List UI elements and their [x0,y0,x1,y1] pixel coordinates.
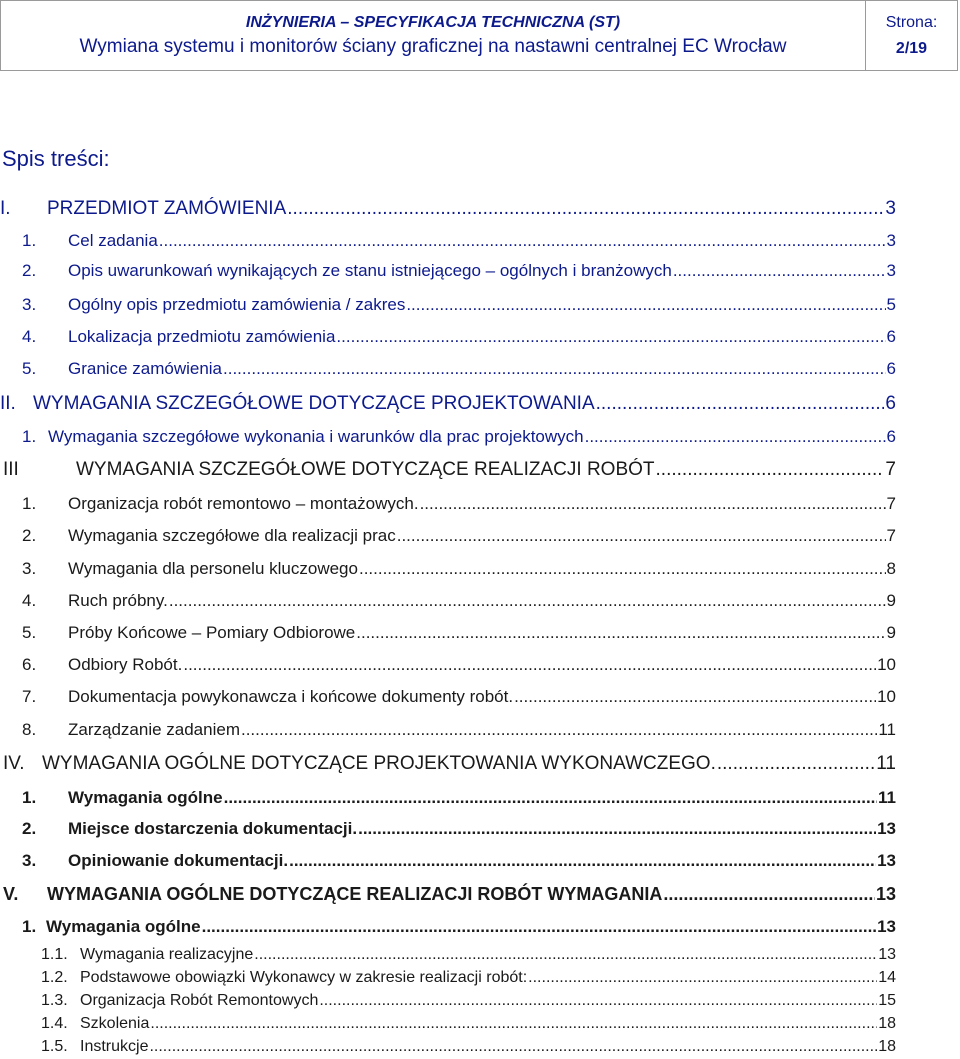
toc-entry[interactable] [22,261,896,281]
toc-dot-leader [585,427,886,447]
toc-entry-number: II. [0,393,16,414]
toc-entry-title: Ruch próbny. [68,591,168,610]
toc-entry-page: 7 [886,526,896,545]
toc-entry-number: III [3,459,19,480]
toc-entry[interactable] [22,788,896,808]
toc-dot-leader [254,946,877,964]
toc-entry-title: Organizacja Robót Remontowych [80,992,319,1009]
toc-entry-number: 1. [22,494,37,513]
page-number: 2/19 [895,39,928,57]
toc-entry-title: Wymagania szczegółowe wykonania i warunków dla prac projektowych [48,427,584,446]
toc-dot-leader [183,655,876,675]
toc-entry-number: V. [3,884,19,904]
toc-entry-page: 13 [875,884,896,904]
toc-entry[interactable] [22,327,896,347]
toc-entry[interactable] [41,946,896,964]
toc-entry-number: 2. [22,526,37,545]
toc-entry-number: 1. [22,427,37,446]
toc-entry-page: 10 [877,655,896,674]
toc-entry-title: Odbiory Robót. [68,655,183,674]
toc-entry-number: 1.4. [41,1015,68,1032]
toc-entry-number: 2. [22,819,37,838]
toc-heading: Spis treści: [2,146,110,171]
toc-entry-page: 11 [876,753,896,774]
toc-entry[interactable] [22,655,896,675]
toc-dot-leader [663,884,875,905]
toc-entry[interactable] [22,526,896,546]
toc-entry-title: Miejsce dostarczenia dokumentacji. [68,819,358,838]
toc-entry-page: 6 [885,393,896,414]
header-page-cell [866,1,957,70]
toc-entry-page: 13 [877,851,896,870]
toc-entry-number: 8. [22,720,37,739]
toc-entry-title: PRZEDMIOT ZAMÓWIENIA [47,198,287,219]
toc-dot-leader [287,198,884,220]
toc-entry-number: 2. [22,261,37,280]
toc-entry-title: Podstawowe obowiązki Wykonawcy w zakresie realizacji robót: [80,969,528,986]
toc-entry-number: 1. [22,231,37,250]
toc-entry-title: Cel zadania [68,231,158,250]
toc-entry-title: Dokumentacja powykonawcza i końcowe dokumenty robót. [68,687,514,706]
toc-entry-page: 11 [878,720,896,739]
toc-dot-leader [656,459,885,481]
toc-entry-title: Instrukcje [80,1038,149,1055]
toc-entry[interactable] [22,231,896,251]
toc-entry[interactable] [22,623,896,643]
toc-entry[interactable] [41,1038,896,1056]
toc-entry-title: WYMAGANIA SZCZEGÓŁOWE DOTYCZĄCE PROJEKTOWANIA [33,393,595,414]
toc-dot-leader [358,819,876,839]
toc-entry-title: WYMAGANIA SZCZEGÓŁOWE DOTYCZĄCE REALIZACJI ROBÓT [76,459,655,480]
toc-entry-number: 1.5. [41,1038,68,1055]
toc-entry-title: Organizacja robót remontowo – montażowych. [68,494,419,513]
toc-entry[interactable] [22,427,896,447]
toc-dot-leader [159,231,886,251]
toc-dot-leader [319,992,877,1010]
toc-entry[interactable] [3,884,896,905]
toc-dot-leader [717,753,875,775]
toc-entry-page: 13 [878,946,896,963]
toc-dot-leader [406,295,885,315]
toc-entry-number: 7. [22,687,37,706]
toc-entry-title: Wymagania szczegółowe dla realizacji prac [68,526,396,545]
toc-entry-page: 13 [877,917,896,936]
toc-entry-title: Wymagania ogólne [46,917,201,936]
toc-entry[interactable] [22,819,896,839]
toc-entry-title: Wymagania realizacyjne [80,946,254,963]
toc-entry-number: 3. [22,559,37,578]
toc-entry[interactable] [22,559,896,579]
toc-dot-leader [528,969,877,987]
toc-entry-number: 1.2. [41,969,68,986]
toc-entry-page: 15 [878,992,896,1009]
toc-entry-number: 6. [22,655,37,674]
toc-dot-leader [420,494,886,514]
toc-entry-title: WYMAGANIA OGÓLNE DOTYCZĄCE REALIZACJI ROBÓT WYMAGANIA [47,884,663,904]
toc-entry[interactable] [41,969,896,987]
toc-dot-leader [359,559,886,579]
toc-entry-page: 14 [878,969,896,986]
toc-entry-title: Zarządzanie zadaniem [68,720,240,739]
toc-dot-leader [514,687,876,707]
toc-entry-number: 4. [22,591,37,610]
toc-entry-number: 5. [22,623,37,642]
toc-entry[interactable] [41,992,896,1010]
toc-entry-page: 13 [877,819,896,838]
toc-entry[interactable] [41,1015,896,1033]
toc-dot-leader [224,788,877,808]
toc-entry-page: 3 [885,198,896,219]
toc-entry-page: 18 [878,1015,896,1032]
toc-entry-page: 6 [886,327,896,346]
toc-entry[interactable] [3,459,896,481]
toc-dot-leader [673,261,886,281]
toc-entry-page: 8 [886,559,896,578]
toc-entry-title: Opiniowanie dokumentacji. [68,851,289,870]
toc-entry-number: 4. [22,327,37,346]
toc-entry[interactable] [22,851,896,871]
toc-entry[interactable] [0,393,896,415]
toc-entry-title: Granice zamówienia [68,359,223,378]
toc-dot-leader [150,1015,877,1033]
toc-entry-page: 9 [886,591,896,610]
header-title-cell [1,1,866,70]
toc-entry[interactable] [22,591,896,611]
toc-entry-page: 5 [886,295,896,314]
toc-entry[interactable] [22,687,896,707]
toc-entry-page: 18 [878,1038,896,1055]
toc-dot-leader [149,1038,877,1056]
toc-entry[interactable] [22,295,896,315]
toc-dot-leader [397,526,886,546]
toc-entry-number: 1. [22,917,37,936]
toc-dot-leader [223,359,886,379]
toc-entry-title: Lokalizacja przedmiotu zamówienia [68,327,336,346]
toc-entry-number: 5. [22,359,37,378]
toc-entry-title: Wymagania dla personelu kluczowego [68,559,358,578]
toc-dot-leader [596,393,885,415]
toc-entry-page: 7 [885,459,896,480]
toc-entry[interactable] [22,917,896,937]
toc-entry-page: 6 [886,427,896,446]
toc-entry-number: 1. [22,788,37,807]
toc-entry-title: Wymagania ogólne [68,788,223,807]
toc-entry[interactable] [0,198,896,220]
toc-entry-page: 3 [886,261,896,280]
toc-entry-page: 11 [878,788,896,807]
toc-entry-number: I. [0,198,11,219]
toc-entry-page: 10 [877,687,896,706]
toc-entry-title: Próby Końcowe – Pomiary Odbiorowe [68,623,356,642]
toc-entry-number: 1.3. [41,992,68,1009]
toc-dot-leader [241,720,877,740]
toc-entry-title: Ogólny opis przedmiotu zamówienia / zakres [68,295,406,314]
toc-entry-page: 7 [886,494,896,513]
toc-entry-number: 1.1. [41,946,68,963]
toc-dot-leader [202,917,876,937]
toc-entry-number: 3. [22,851,37,870]
toc-entry[interactable] [22,359,896,379]
toc-entry-page: 9 [886,623,896,642]
toc-entry-page: 6 [886,359,896,378]
header-title: INŻYNIERIA – SPECYFIKACJA TECHNICZNA (ST) [245,13,621,31]
toc-entry-number: 3. [22,295,37,314]
toc-entry-title: Opis uwarunkowań wynikających ze stanu istniejącego – ogólnych i branżowych [68,261,672,280]
toc-entry-title: Szkolenia [80,1015,150,1032]
toc-entry[interactable] [22,720,896,740]
toc-dot-leader [336,327,885,347]
document-header [0,0,958,71]
toc-dot-leader [356,623,885,643]
toc-entry[interactable] [22,494,896,514]
header-subtitle: Wymiana systemu i monitorów ściany graficznej na nastawni centralnej EC Wrocław [79,35,787,57]
toc-entry-page: 3 [886,231,896,250]
toc-entry[interactable] [3,753,896,775]
toc-entry-number: IV. [3,753,25,774]
toc-dot-leader [169,591,886,611]
toc-dot-leader [289,851,876,871]
toc-entry-title: WYMAGANIA OGÓLNE DOTYCZĄCE PROJEKTOWANIA WYKONAWCZEGO. [42,753,716,774]
page-label: Strona: [885,13,938,31]
